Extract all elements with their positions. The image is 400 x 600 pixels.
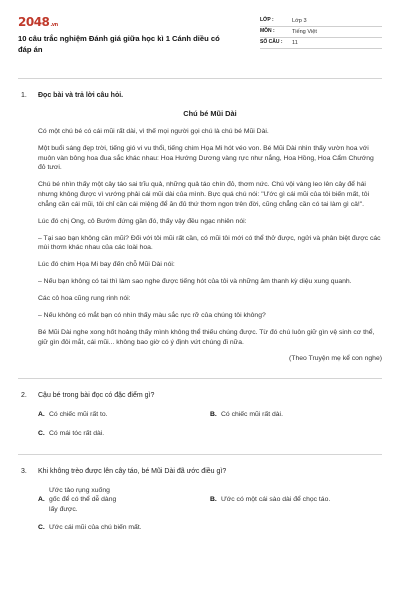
passage-title: Chú bé Mũi Dài [183, 109, 237, 119]
answer-options [38, 486, 382, 535]
meta-row-class [260, 16, 382, 27]
passage-paragraph: Lúc đó chim Họa Mi bay đến chỗ Mũi Dài nói: [38, 261, 175, 269]
options-row [38, 522, 382, 534]
meta-label: MÔN : [260, 28, 275, 35]
header-divider [18, 78, 382, 79]
options-row [38, 409, 382, 421]
meta-label: LỚP : [260, 17, 274, 24]
site-logo[interactable] [18, 14, 228, 31]
header-left [18, 14, 228, 55]
logo-suffix: .vn [50, 22, 58, 28]
options-row [38, 486, 382, 516]
question-number: 2. [21, 392, 27, 400]
passage-paragraph: Chú bé nhìn thấy một cây táo sai trĩu quả, những quả táo chín đỏ, thơm nức. Chú vội vàng leo lên cây để hái nhưng không được vì vướng phải cái mũi dài của mình. Bực quá chú nói: "Ước gì cái mũi của tôi biến mất, tôi chẳng cần cái mũi, tôi chỉ cần cái miệng để ăn đủ thứ thơm ngon trên đời, cũng chẳng cần có tai làm gì cả!". [38, 181, 370, 208]
passage-paragraph: Bé Mũi Dài nghe xong hốt hoảng thấy mình không thể thiếu chúng được. Từ đó chú luôn giữ gìn vệ sinh cơ thể, giữ gìn đôi mắt, cái mũi... không bao giờ có ý định vứt chúng đi nữa. [38, 328, 375, 346]
question-text: Đọc bài và trả lời câu hỏi. [38, 92, 124, 99]
passage-paragraph: Lúc đó chị Ong, cô Bướm đứng gần đó, thấy vậy đều ngạc nhiên nói: [38, 217, 247, 225]
passage-paragraph: Các cô hoa cũng rung rinh nói: [38, 295, 131, 302]
passage-paragraph: – Tại sao bạn không cần mũi? Đối với tôi mũi rất cần, có mũi tôi mới có thể thở được, ngửi và phân biệt được các mùi thơm khác nhau của các loài hoa. [38, 234, 381, 252]
document-title: 10 câu trắc nghiệm Đánh giá giữa học kì 1 Cánh diều có đáp án [18, 34, 220, 54]
answer-option-c[interactable] [38, 429, 210, 439]
option-letter: A. [38, 496, 45, 504]
answer-option-a[interactable] [38, 410, 210, 420]
question-text: Cậu bé trong bài đọc có đặc điểm gì? [38, 392, 155, 400]
option-letter: A. [38, 411, 45, 419]
header-meta [260, 16, 382, 49]
question-number: 3. [21, 468, 27, 476]
meta-value: 11 [292, 39, 298, 46]
option-letter: B. [210, 411, 217, 419]
option-text: Ước tảo rụng xuống gốc để có thể dễ dàng lấy được. [49, 486, 117, 514]
meta-value: Tiếng Việt [292, 28, 317, 35]
answer-option-c[interactable] [38, 523, 210, 533]
passage-source: (Theo Truyện mẹ kể con nghe) [289, 355, 382, 363]
option-text: Có chiếc mũi rất dài. [221, 411, 283, 419]
question-3 [18, 467, 382, 534]
answer-options [38, 409, 382, 440]
option-letter: C. [38, 524, 45, 532]
option-letter: B. [210, 496, 217, 504]
option-text: Ước cái mũi của chú biến mất. [49, 524, 142, 532]
answer-option-b[interactable] [210, 410, 382, 420]
passage-paragraph: Có một chú bé có cái mũi rất dài, vì thế mọi người gọi chú là chú bé Mũi Dài. [38, 127, 269, 135]
question-text: Khi không trèo được lên cây táo, bé Mũi Dài đã ước điều gì? [38, 468, 227, 476]
answer-option-a[interactable] [38, 486, 210, 516]
question-separator [18, 454, 382, 455]
meta-label: SỐ CÂU : [260, 39, 283, 46]
answer-option-b[interactable] [210, 495, 382, 505]
question-2 [18, 391, 382, 440]
option-text: Có chiếc mũi rất to. [49, 411, 108, 419]
question-1 [18, 91, 382, 364]
passage-paragraph: – Nếu không có mắt bạn có nhìn thấy màu sắc rực rỡ của chúng tôi không? [38, 311, 266, 319]
options-row [38, 428, 382, 440]
meta-row-subject [260, 27, 382, 38]
option-text: Ước có một cái sào dài để chọc táo. [221, 496, 331, 504]
question-separator [18, 378, 382, 379]
logo-text: 2048 [18, 15, 50, 29]
passage-paragraph: – Nếu bạn không có tai thì làm sao nghe được tiếng hót của tôi và những âm thanh kỳ diệu xung quanh. [38, 278, 352, 286]
meta-row-count [260, 38, 382, 49]
option-letter: C. [38, 430, 45, 438]
meta-value: Lớp 3 [292, 17, 307, 24]
option-text: Có mái tóc rất dài. [49, 430, 105, 438]
question-number: 1. [21, 92, 27, 99]
passage-paragraph: Một buổi sáng đẹp trời, tiếng gió vi vu thổi, tiếng chim Họa Mi hót véo von. Bé Mũi Dài nhìn thấy vườn hoa với muôn vàn bông hoa đua sắc khác nhau: Hoa Hướng Dương vàng rực như nắng, Hoa Hồng, Hoa Cẩm Chướng đỏ tươi. [38, 144, 374, 172]
document-header [18, 14, 382, 66]
